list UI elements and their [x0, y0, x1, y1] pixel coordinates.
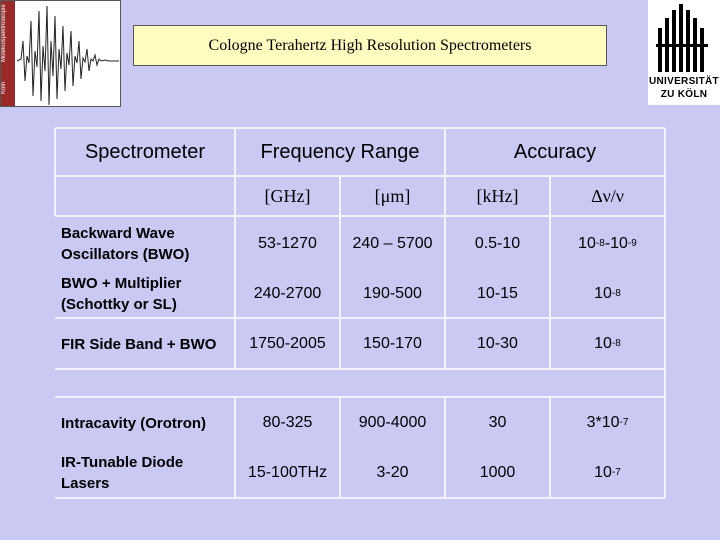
unit-khz: [kHz] — [476, 185, 519, 206]
cell-accuracy-bwo-multiplier: 10 -8 — [594, 285, 621, 302]
cell-ghz-ir-diode-lasers: 15-100THz — [247, 464, 328, 481]
logo-text-1: Molekülspektroskopie — [1, 4, 7, 62]
cell-accuracy-fir-side-band: 10 -8 — [594, 335, 621, 352]
university-name-2: ZU KÖLN — [660, 89, 708, 100]
cell-um-bwo-multiplier: 190-500 — [363, 285, 422, 302]
header-frequency-range: Frequency Range — [260, 140, 420, 163]
cell-accuracy-ir-diode-lasers: 10 -7 — [594, 464, 621, 481]
row-label-intracavity: Intracavity (Orotron) — [61, 414, 207, 432]
cell-khz-fir-side-band: 10-30 — [477, 335, 518, 352]
row-label-ir-diode-lasers: IR-Tunable Diode Lasers — [61, 454, 184, 492]
header-accuracy: Accuracy — [513, 140, 597, 163]
university-name-1: UNIVERSITÄT — [649, 76, 719, 87]
row-label-bwo-multiplier: BWO + Multiplier (Schottky or SL) — [61, 275, 182, 313]
unit-ghz: [GHz] — [264, 185, 311, 206]
logo-text-2: Köln — [1, 82, 7, 95]
cell-um-fir-side-band: 150-170 — [363, 335, 422, 352]
page-title: Cologne Terahertz High Resolution Spectrometers — [133, 25, 607, 66]
cell-khz-intracavity: 30 — [488, 414, 507, 431]
cell-um-intracavity: 900-4000 — [358, 414, 427, 431]
cell-khz-ir-diode-lasers: 1000 — [479, 464, 516, 481]
header-spectrometer: Spectrometer — [84, 140, 206, 163]
cell-khz-bwo: 0.5-10 — [474, 235, 521, 252]
unit-micrometer: [μm] — [374, 185, 411, 206]
cell-ghz-bwo: 53-1270 — [258, 235, 317, 252]
cell-ghz-fir-side-band: 1750-2005 — [249, 335, 326, 352]
cell-accuracy-bwo: 10 -8 - 10 -9 — [578, 235, 637, 252]
cell-um-ir-diode-lasers: 3-20 — [376, 464, 409, 481]
row-label-bwo: Backward Wave Oscillators (BWO) — [61, 225, 190, 263]
cell-accuracy-intracavity: 3*10 -7 — [586, 414, 629, 431]
cell-ghz-intracavity: 80-325 — [262, 414, 313, 431]
row-label-fir-side-band: FIR Side Band + BWO — [61, 335, 217, 353]
cell-ghz-bwo-multiplier: 240-2700 — [253, 285, 322, 302]
cell-khz-bwo-multiplier: 10-15 — [477, 285, 518, 302]
unit-relative-accuracy: Δν/ν — [591, 185, 624, 206]
cell-um-bwo: 240 – 5700 — [352, 235, 433, 252]
